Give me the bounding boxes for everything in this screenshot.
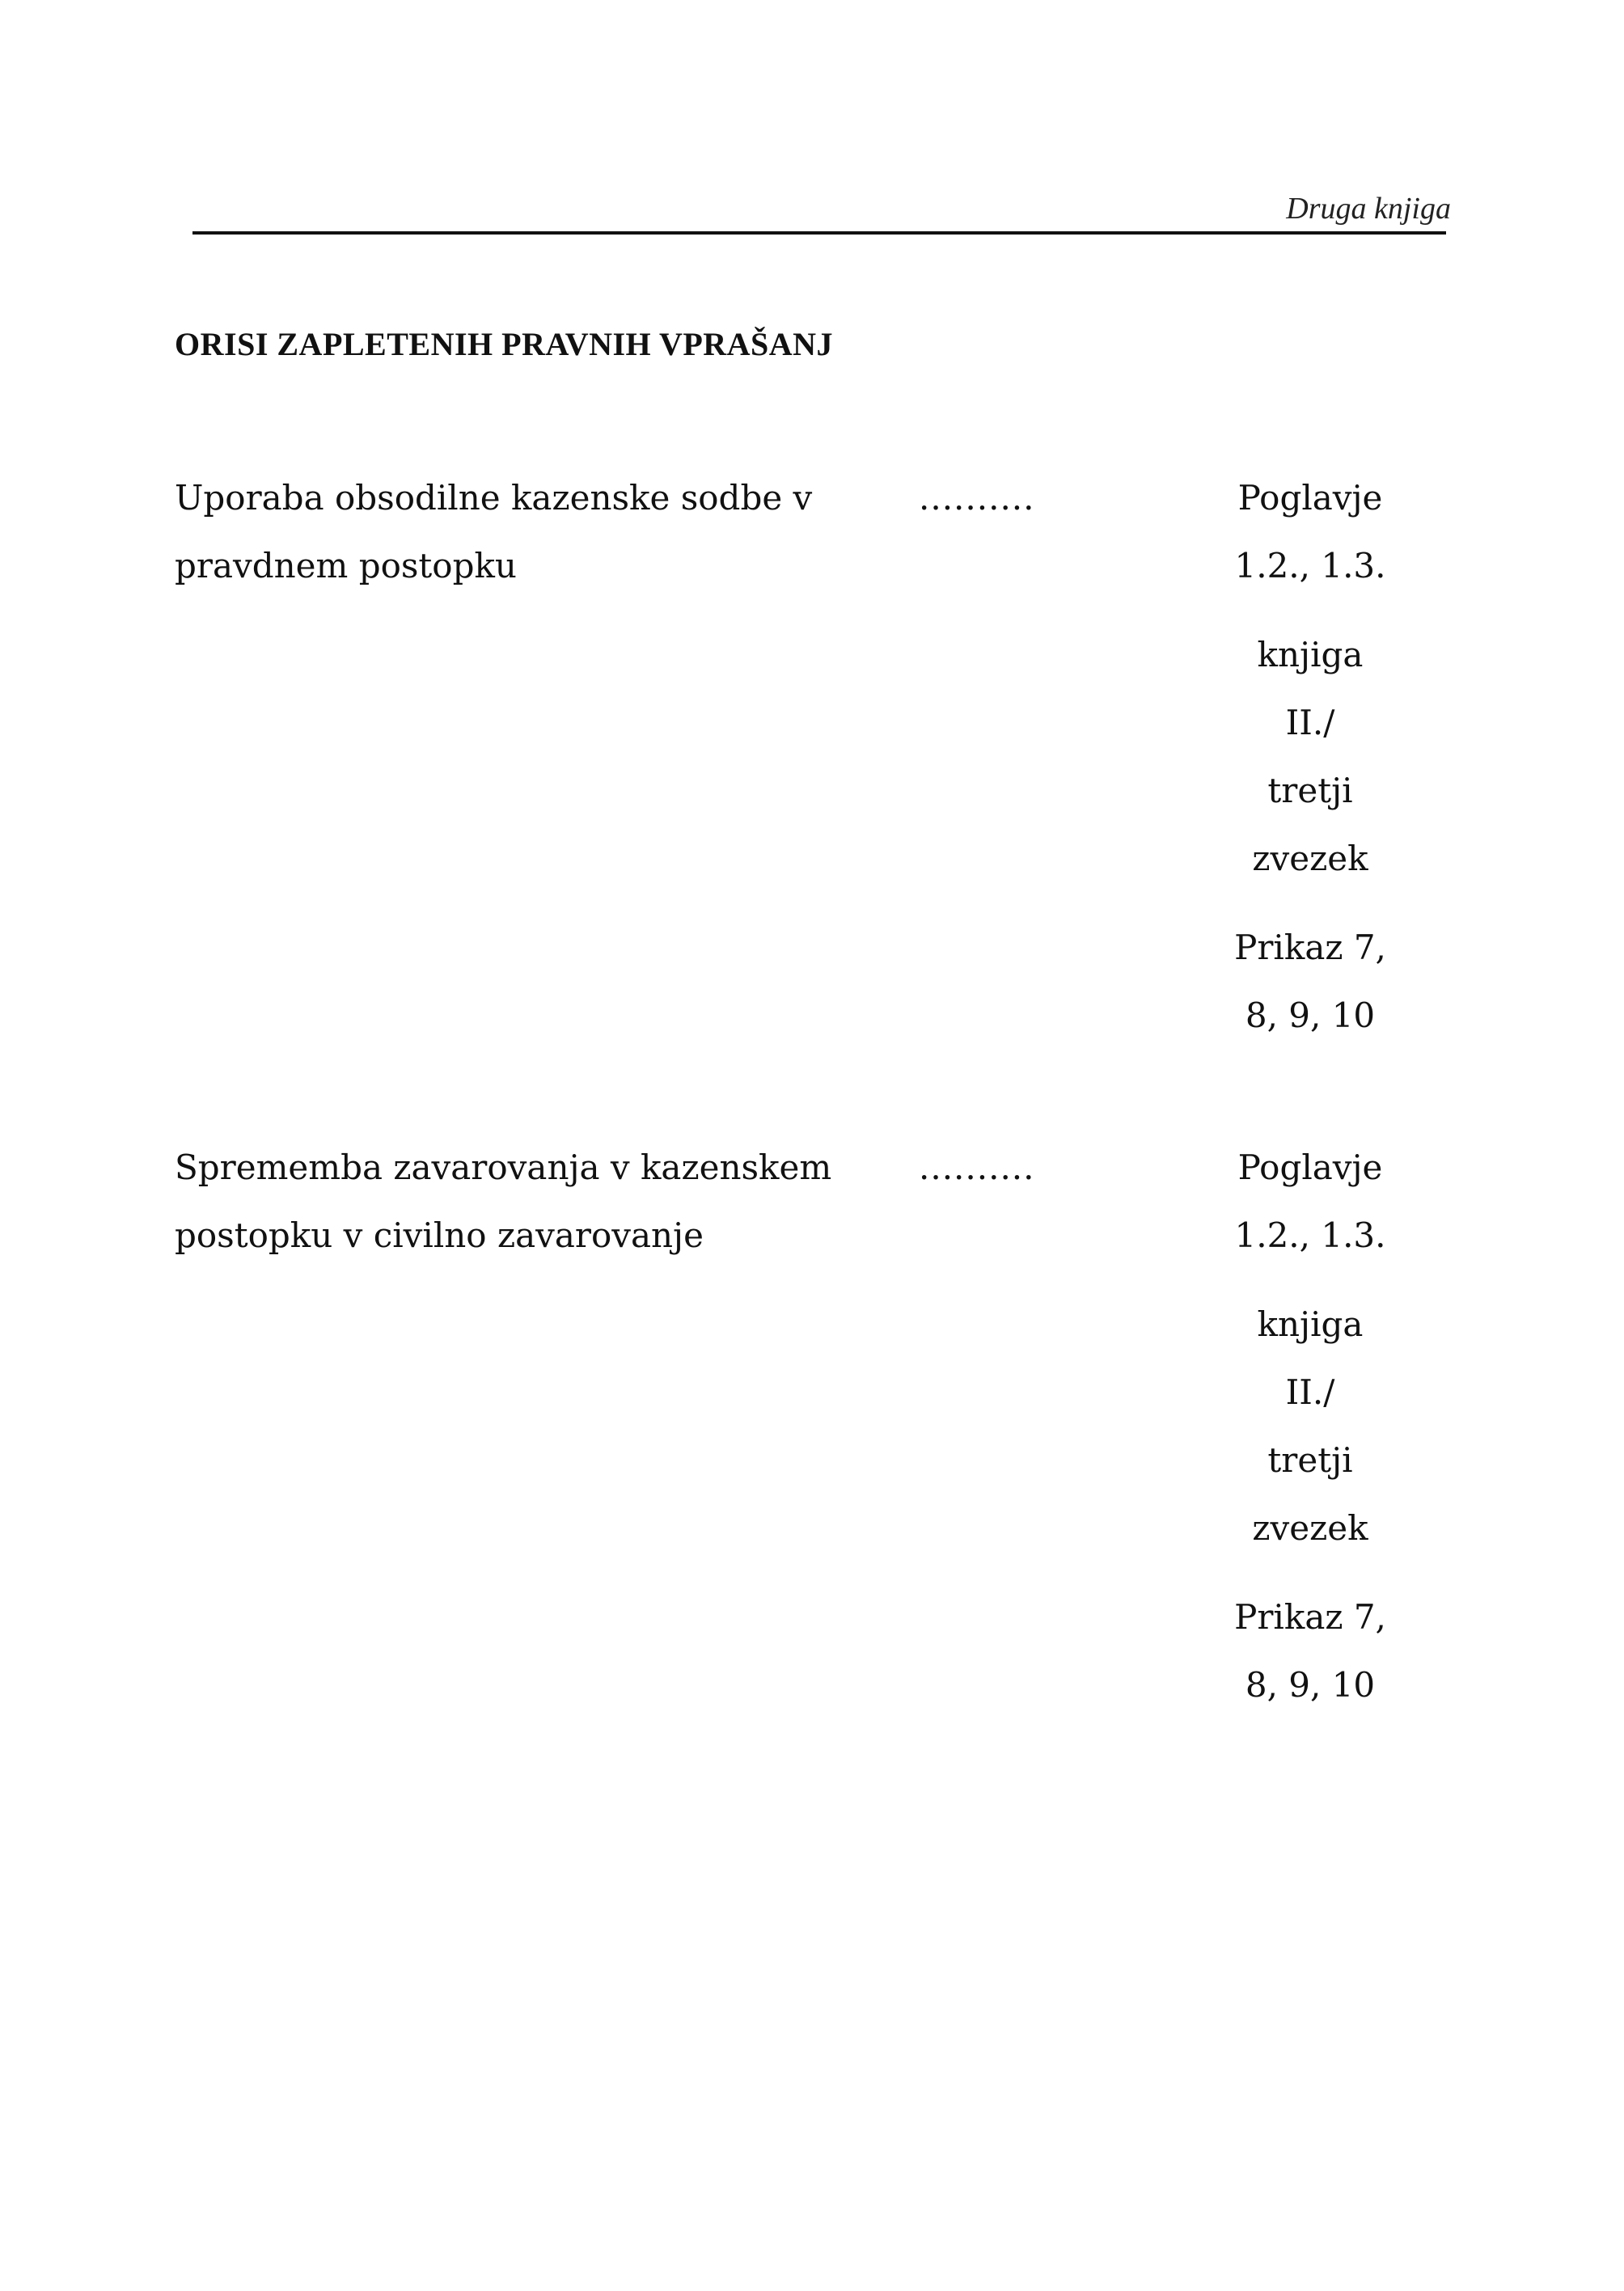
book-line: zvezek (1252, 1508, 1368, 1548)
entry-title-line: postopku v civilno zavarovanje (175, 1215, 704, 1255)
header-rule (192, 231, 1446, 235)
chapter-label: Poglavje (1237, 1148, 1383, 1187)
book-line: zvezek (1252, 839, 1368, 878)
running-header: Druga knjiga (1286, 192, 1451, 226)
entry-title-line: Sprememba zavarovanja v kazenskem (175, 1148, 832, 1187)
book-line: tretji (1267, 771, 1353, 810)
display-line: 8, 9, 10 (1245, 995, 1376, 1035)
entry-reference (1213, 464, 1407, 1050)
display-line: Prikaz 7, (1234, 928, 1386, 967)
entry-title-line: Uporaba obsodilne kazenske sodbe v (175, 478, 813, 518)
display-line: Prikaz 7, (1234, 1597, 1386, 1637)
display-line: 8, 9, 10 (1245, 1665, 1376, 1705)
chapter-label: Poglavje (1237, 478, 1383, 518)
section-title: ORISI ZAPLETENIH PRAVNIH VPRAŠANJ (175, 326, 834, 362)
book-line: II./ (1285, 1372, 1335, 1412)
entry-title-line: pravdnem postopku (175, 546, 517, 585)
dot-leader: .......... (919, 478, 1035, 518)
book-line: knjiga (1257, 635, 1364, 674)
chapter-numbers: 1.2., 1.3. (1234, 546, 1386, 585)
book-line: knjiga (1257, 1304, 1364, 1344)
chapter-numbers: 1.2., 1.3. (1234, 1215, 1386, 1255)
entry-title (175, 464, 838, 600)
entry-reference (1213, 1134, 1407, 1719)
book-line: tretji (1267, 1440, 1353, 1480)
entry-title (175, 1134, 838, 1270)
dot-leader: .......... (919, 1148, 1035, 1187)
book-line: II./ (1285, 703, 1335, 742)
